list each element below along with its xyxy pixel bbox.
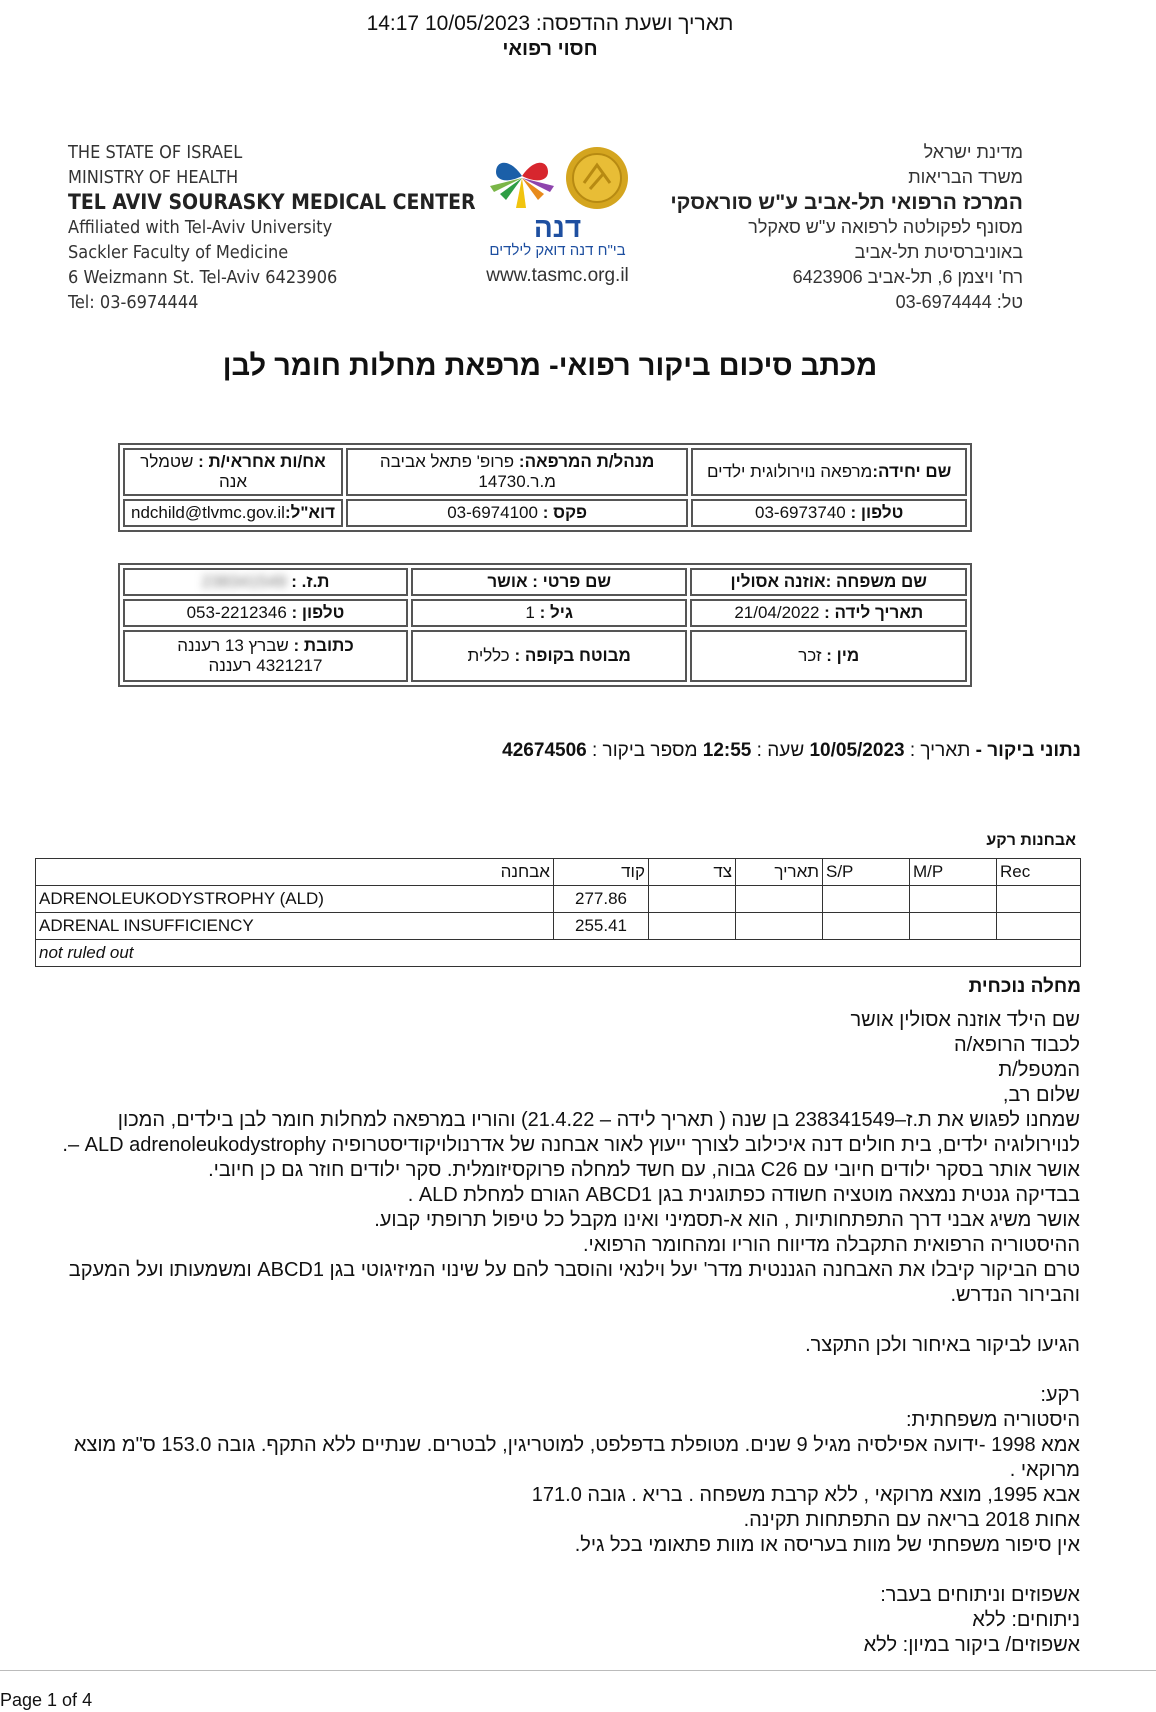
- letter-body: שם הילד אוזנה אסולין אושר לכבוד הרופא/ה המטפל/ת שלום רב, שמחנו לפגוש את ת.ז–238341549 בן שנה ( תאריך לידה – 21.4.22) והוריו במרפאה למחלות חומר לבן בילדים, המכון לנוירולוגיה ילדים, בית חולים דנה איכילוב לצורך ייעוץ לאור אבחנה של אדרנולויקודיסטרופיה ALD adrenoleukodystrophy –. אושר אותר בסקר ילודים חיובי עם C26 גבוה, עם חשד למחלה פרוקסיזומלית. סקר ילודים חוזר גם כן חיובי. בבדיקה גנטית נמצאה מוטציה חשודה כפתוגנית בגן ABCD1 הגורם למחלת ALD . אושר משיג אבני דרך התפתחותיות , הוא א-תסמיני ואינו מקבל כל טיפול תרופתי קבוע. ההיסטוריה הרפואית התקבלה מדיווח הוריו ומהחומר הרפואי. טרם הביקור קיבלו את האבחנה הגננטית מדר' יעל וילנאי והוסבר להם על שינוי המיזיגוטי בגן ABCD1 ומשמעותו ועל המעקב והבירור הנדרש. הגיעו לביקור באיחור ולכן התקצר. רקע: היסטוריה משפחתית: אמא 1998 -ידועה אפילסיה מגיל 9 שנים. מטופלת בדפלפט, למוטריגין, לבטרים. שנתיים ללא התקף. גובה 153.0 ס"מ מוצא מרוקאי . אבא 1995, מוצא מרוקאי , ללא קרבת משפחה . בריא . גובה 171.0 אחות 2018 בריאה עם התפתחות תקינה. אין סיפור משפחתי של מוות בעריסה או מוות פתאומי בכל גיל. אשפוזים וניתוחים בעבר: ניתוחים: ללא אשפוזים/ ביקור במיון: ללא: [55, 1008, 1080, 1658]
- print-date-line: תאריך ושעת ההדפסה: 10/05/2023 14:17: [366, 12, 734, 35]
- logo-block: [470, 142, 645, 287]
- background-dx-table: [35, 858, 1081, 967]
- background-dx-title: אבחנות רקע: [986, 832, 1076, 849]
- dana-logo-text: דנה: [533, 212, 582, 243]
- table-row: ADRENOLEUKODYSTROPHY (ALD) 277.86: [36, 886, 1081, 913]
- state-label: THE STATE OF ISRAEL: [68, 142, 243, 163]
- footer-divider: [0, 1670, 1156, 1671]
- affiliation-he: מסונף לפקולטה לרפואה ע"ש סאקלר: [748, 217, 1023, 237]
- nurse-cell: אח/ות אחראי/ת : שטמלר אנה: [123, 448, 343, 496]
- visit-info-line: נתוני ביקור - תאריך : 10/05/2023 שעה : 12:55 מספר ביקור : 42674506: [502, 740, 1081, 761]
- mother-history: אמא 1998 -ידועה אפילסיה מגיל 9 שנים. מטופלת בדפלפט, למוטריגין, לבטרים. שנתיים ללא התקף. גובה 153.0 ס"מ מוצא מרוקאי .: [73, 1434, 1080, 1481]
- joint-commission-seal-icon: [564, 145, 630, 211]
- document-title: מכתב סיכום ביקור רפואי- מרפאת מחלות חומר לבן: [222, 350, 878, 382]
- sex-cell: מין : זכר: [690, 630, 967, 682]
- hospital-name-en: TEL AVIV SOURASKY MEDICAL CENTER: [68, 190, 476, 214]
- clinic-email-cell: דוא"ל:ndchild@tlvmc.gov.il: [123, 499, 343, 527]
- patient-info-table: [118, 563, 972, 687]
- university-he: באוניברסיטת תל-אביב: [854, 242, 1023, 262]
- address-en: 6 Weizmann St. Tel-Aviv 6423906: [68, 267, 338, 288]
- visit-time: 12:55: [702, 740, 752, 761]
- letterhead-english: [68, 140, 476, 315]
- affiliation-en: Affiliated with Tel-Aviv University: [68, 217, 333, 238]
- address-he: רח' ויצמן 6, תל-אביב 6423906: [792, 267, 1023, 287]
- ministry-label-he: משרד הבריאות: [908, 167, 1023, 187]
- patient-phone-cell: טלפון : 053-2212346: [123, 599, 408, 627]
- id-cell: ת.ז. : 238341549: [123, 568, 408, 596]
- unit-cell: שם יחידה:מרפאה נוירולוגית ילדים: [691, 448, 967, 496]
- hospital-name-he: המרכז הרפואי תל-אביב ע"ש סוראסקי: [670, 191, 1023, 214]
- age-cell: גיל : 1: [411, 599, 688, 627]
- director-cell: מנהל/ת המרפאה: פרופ' פתאל אביבה מ.ר.14730: [346, 448, 688, 496]
- phone-en: Tel: 03-6974444: [68, 292, 199, 313]
- page-number: Page 1 of 4: [0, 1690, 93, 1710]
- visit-label: נתוני ביקור -: [970, 740, 1081, 761]
- sister-history: אחות 2018 בריאה עם התפתחות תקינה.: [743, 1509, 1080, 1531]
- birth-date-cell: תאריך לידה : 21/04/2022: [690, 599, 967, 627]
- visit-date: 10/05/2023: [809, 740, 905, 761]
- clinic-fax-cell: פקס : 03-6974100: [346, 499, 688, 527]
- dx-note-row: not ruled out: [36, 940, 1081, 967]
- letterhead-hebrew: [670, 140, 1023, 315]
- id-value-blurred: 238341549: [201, 572, 287, 591]
- current-illness-title: מחלה נוכחית: [968, 976, 1081, 997]
- clinic-info-table: [118, 443, 972, 532]
- phone-he: טל: 03-6974444: [895, 292, 1023, 312]
- dana-logo-subtitle: בי"ח דנה דואק לילדים: [489, 242, 626, 259]
- address-cell: כתובת : שברץ 13 רעננה 4321217 רעננה: [123, 630, 408, 682]
- dx-header-row: אבחנה קוד צד תאריך S/P M/P Rec: [36, 859, 1081, 886]
- state-label-he: מדינת ישראל: [923, 142, 1023, 162]
- visit-number: 42674506: [502, 740, 587, 761]
- late-arrival-note: הגיעו לביקור באיחור ולכן התקצר.: [805, 1334, 1080, 1356]
- clinic-phone-cell: טלפון : 03-6973740: [691, 499, 967, 527]
- confidential-label: חסוי רפואי: [502, 38, 598, 60]
- faculty-en: Sackler Faculty of Medicine: [68, 242, 289, 263]
- dana-logo-icon: [486, 142, 558, 214]
- last-name-cell: שם משפחה :אוזנה אסולין: [690, 568, 967, 596]
- health-fund-cell: מבוטח בקופה : כללית: [411, 630, 688, 682]
- father-history: אבא 1995, מוצא מרוקאי , ללא קרבת משפחה . בריא . גובה 171.0: [531, 1484, 1080, 1506]
- table-row: ADRENAL INSUFFICIENCY 255.41: [36, 913, 1081, 940]
- ministry-label: MINISTRY OF HEALTH: [68, 167, 239, 188]
- first-name-cell: שם פרטי : אושר: [411, 568, 688, 596]
- website: www.tasmc.org.il: [486, 265, 629, 286]
